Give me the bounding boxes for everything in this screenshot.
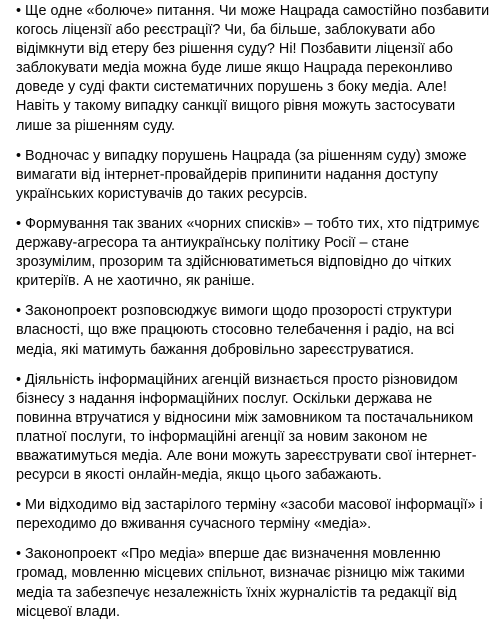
post-paragraph-news-agencies: • Діяльність інформаційних агенцій визнається просто різновидом бізнесу з надання інформаційних послуг. Оскільки держава не повинна втручатися у відносини між замовником та постачальником платної послуги, то інформаційні агенції за новим законом не вважатимуться медіа. Але вони можуть зареєструвати свої інтернет-ресурси в якості онлайн-медіа, якщо цього забажають. [16, 371, 477, 484]
post-paragraph-provider-blocking: • Водночас у випадку порушень Нацрада (за рішенням суду) зможе вимагати від інтернет-провайдерів припинити надання доступу українських користувачів до таких ресурсів. [16, 147, 467, 202]
post-paragraph-license-revocation: • Ще одне «болюче» питання. Чи може Нацрада самостійно позбавити когось ліцензії або реєстрації? Чи, ба більше, заблокувати або відімкнути від етеру без рішення суду? Ні! Позбавити ліцензії або заблокувати медіа можна буде лише якщо Нацрада переконливо доведе у суді факти систематичних порушень з боку медіа. Але! Навіть у такому випадку санкції вищого рівня можуть застосувати лише за рішенням суду. [16, 3, 490, 134]
post-paragraph-blacklists: • Формування так званих «чорних списків» – тобто тих, хто підтримує державу-агресора та антиукраїнську політику Росії – стане зрозумілим, прозорим та здійснюватиметься відповідно до чітких критеріїв. А не хаотично, як раніше. [16, 215, 480, 290]
post-paragraph-ownership-transparency: • Законопроект розповсюджує вимоги щодо прозорості структури власності, що вже працюють стосовно телебачення і радіо, на всі медіа, які матимуть бажання добровільно зареєструватися. [16, 303, 455, 358]
post-paragraph-community-broadcasting: • Законопроект «Про медіа» вперше дає визначення мовленню громад, мовленню місцевих спільнот, визначає різницю між такими медіа та забезпечує незалежність їхніх журналістів та редакції від місцевої влади. [16, 546, 465, 620]
post-paragraph-media-term: • Ми відходимо від застарілого терміну «засоби масової інформації» і переходимо до вживання сучасного терміну «медіа». [16, 497, 483, 533]
